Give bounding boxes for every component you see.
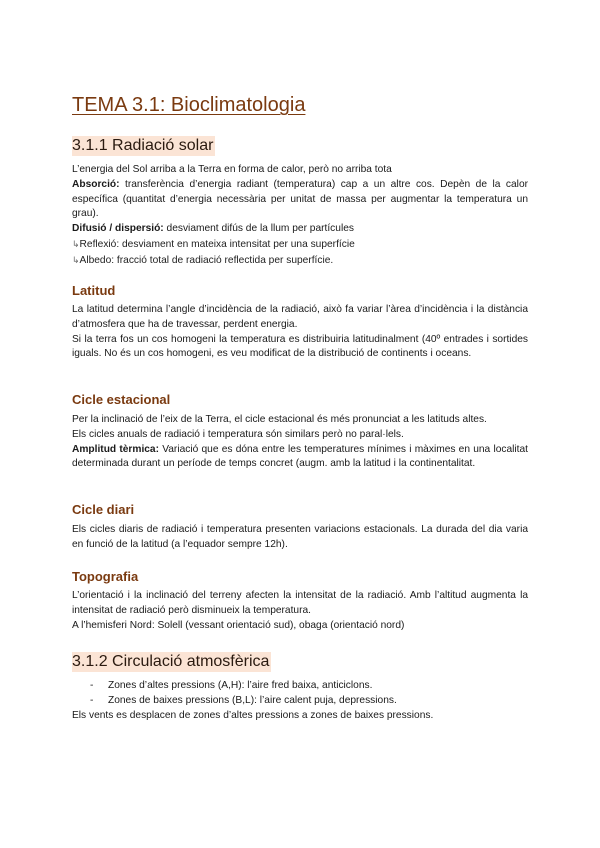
latitud-paragraph-2: Si la terra fos un cos homogeni la temperatura es distribuiria latitudinalment (40º entrades i sortides iguals. No és un cos homogeni, es veu modificat de la distribució de continents i oceans.	[72, 333, 528, 360]
latitud-paragraph-1: La latitud determina l’angle d’incidència de la radiació, això fa variar l’àrea d’incidència i la distància d’atmosfera que ha de travessar, perdent energia.	[72, 304, 528, 330]
arrow-icon: ↳	[72, 238, 80, 249]
difusio-label: Difusió / dispersió:	[72, 223, 164, 235]
cicle-estacional-paragraph-2: Els cicles anuals de radiació i temperatura són similars però no paral·lels.	[72, 428, 404, 440]
dash-bullet: -	[90, 694, 94, 706]
topografia-paragraph-1: L’orientació i la inclinació del terreny afecten la intensitat de la radiació. Amb l’altitud augmenta la intensitat de radiació però disminueix la temperatura.	[72, 590, 528, 616]
subheading-cicle-estacional: Cicle estacional	[72, 392, 171, 407]
absorcio-label: Absorció:	[72, 178, 120, 190]
latitud-body	[72, 303, 528, 362]
subheading-latitud: Latitud	[72, 283, 116, 298]
list-item-text: Zones de baixes pressions (B,L): l’aire calent puja, depressions.	[108, 694, 397, 706]
circulacio-closing	[72, 709, 528, 724]
albedo-text: Albedo: fracció total de radiació reflectida per superfície.	[79, 254, 334, 266]
pressure-zones-list	[72, 679, 397, 709]
cicle-estacional-body	[72, 413, 528, 472]
subheading-topografia: Topografia	[72, 569, 139, 584]
dash-bullet: -	[90, 680, 94, 691]
topografia-paragraph-2: A l’hemisferi Nord: Solell (vessant orientació sud), obaga (orientació nord)	[72, 619, 405, 631]
list-item	[72, 694, 397, 709]
difusio-paragraph	[72, 222, 528, 237]
cicle-estacional-paragraph-1: Per la inclinació de l’eix de la Terra, el cicle estacional és més pronunciat a les latituds altes.	[72, 414, 487, 425]
section-heading-circulacio: 3.1.2 Circulació atmosfèrica	[72, 653, 270, 670]
section-radiacio-body	[72, 163, 528, 269]
reflexio-text: Reflexió: desviament en mateixa intensitat per una superfície	[79, 238, 355, 250]
albedo-item	[72, 253, 528, 269]
arrow-icon: ↳	[72, 254, 80, 265]
difusio-text: desviament difús de la llum per partícules	[163, 223, 354, 235]
amplitud-paragraph	[72, 443, 528, 473]
amplitud-label: Amplitud tèrmica:	[72, 443, 159, 455]
page-title: TEMA 3.1: Bioclimatologia	[72, 94, 306, 116]
absorcio-paragraph	[72, 179, 528, 220]
section-heading-radiacio: 3.1.1 Radiació solar	[72, 137, 214, 154]
absorcio-text: transferència d’energia radiant (temperatura) cap a un altre cos. Depèn de la calor específica (quantitat d’energia necessària per unitat de massa per augmentar la temperatura un grau).	[72, 178, 528, 220]
subheading-cicle-diari: Cicle diari	[72, 502, 135, 517]
reflexio-item	[72, 237, 528, 253]
amplitud-text: Variació que es dóna entre les temperatures mínimes i màximes en una localitat determinada durant un període de temps concret (augm. amb la latitud i la continentalitat.	[72, 443, 528, 470]
list-item	[72, 679, 397, 694]
circulacio-closing-text: Els vents es desplacen de zones d’altes pressions a zones de baixes pressions.	[72, 710, 434, 721]
cicle-diari-body	[72, 523, 528, 553]
list-item-text: Zones d’altes pressions (A,H): l’aire fred baixa, anticiclons.	[108, 680, 373, 691]
radiacio-intro: L’energia del Sol arriba a la Terra en forma de calor, però no arriba tota	[72, 164, 392, 175]
cicle-diari-paragraph: Els cicles diaris de radiació i temperatura presenten variacions estacionals. La durada del dia varia en funció de la latitud (a l’equador sempre 12h).	[72, 524, 528, 550]
topografia-body	[72, 589, 528, 633]
